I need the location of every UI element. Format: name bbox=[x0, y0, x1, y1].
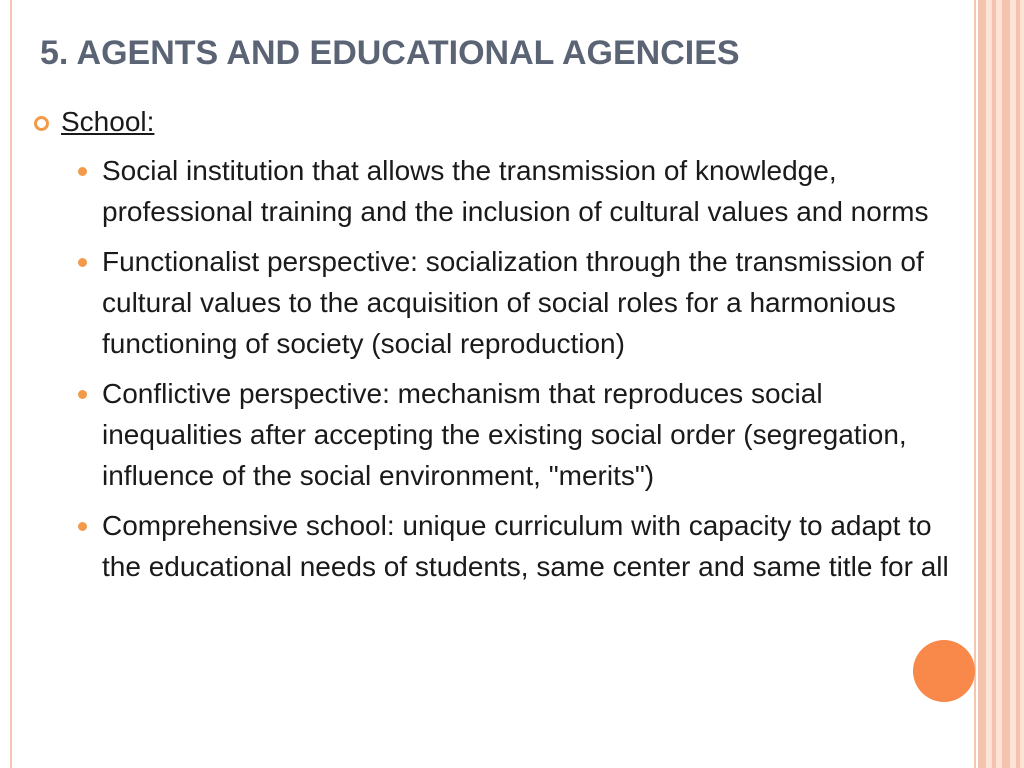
bullet-list bbox=[78, 150, 968, 596]
decorative-circle-icon bbox=[913, 640, 975, 702]
list-item bbox=[78, 505, 968, 587]
bullet-dot-icon bbox=[78, 390, 87, 399]
bullet-text: Comprehensive school: unique curriculum with capacity to adapt to the educational needs of students, same center and same title for all bbox=[102, 510, 949, 582]
list-item bbox=[78, 150, 968, 232]
slide-title: 5. AGENTS AND EDUCATIONAL AGENCIES bbox=[40, 34, 740, 72]
school-heading: School: bbox=[61, 106, 155, 137]
bullet-text: Functionalist perspective: socialization through the transmission of cultural values to the acquisition of social roles for a harmonious functioning of society (social reproduction) bbox=[102, 246, 924, 359]
list-item bbox=[78, 241, 968, 364]
ring-bullet-icon bbox=[34, 116, 49, 131]
bullet-dot-icon bbox=[78, 167, 87, 176]
decorative-stripes bbox=[978, 0, 1024, 768]
bullet-text: Social institution that allows the transmission of knowledge, professional training and the inclusion of cultural values and norms bbox=[102, 155, 929, 227]
bullet-dot-icon bbox=[78, 522, 87, 531]
bullet-text: Conflictive perspective: mechanism that reproduces social inequalities after accepting the existing social order (segregation, influence of the social environment, "merits") bbox=[102, 378, 907, 491]
list-item bbox=[78, 373, 968, 496]
heading-bullet bbox=[34, 106, 154, 138]
bullet-dot-icon bbox=[78, 258, 87, 267]
